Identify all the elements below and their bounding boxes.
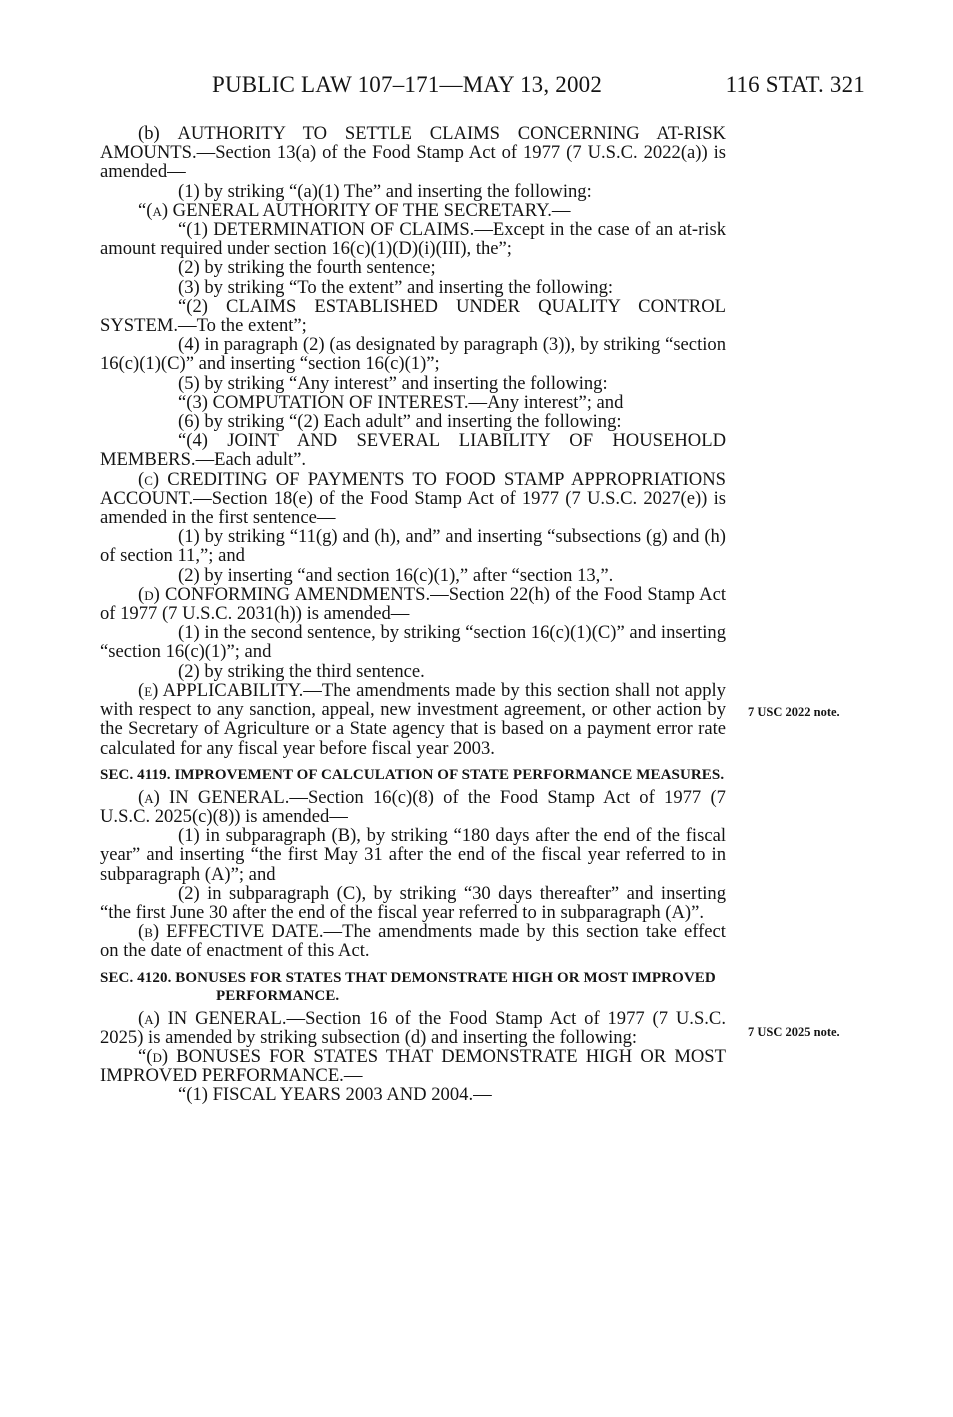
clause-d1: (1) in the second sentence, by striking “section 16(c)(1)(C)” and inserting “section 16(c)(1)”; and <box>100 622 726 663</box>
running-head-title: PUBLIC LAW 107–171—MAY 13, 2002 <box>212 72 603 97</box>
inserted-paragraph-1: “(1) DETERMINATION OF CLAIMS.—Except in the case of an at-risk amount required under section 16(c)(1)(D)(i)(III), the”; <box>100 219 726 260</box>
margin-note-2025: 7 USC 2025 note. <box>748 1025 840 1039</box>
clause-b6: (6) by striking “(2) Each adult” and inserting the following: <box>178 411 622 433</box>
inserted-paragraph-3: “(3) COMPUTATION OF INTEREST.—Any interest”; and <box>178 391 624 413</box>
sec4120-subsection-a: (a) IN GENERAL.—Section 16 of the Food Stamp Act of 1977 (7 U.S.C. 2025) is amended by striking subsection (d) and inserting the following: <box>100 1007 726 1048</box>
subsection-b: (b) AUTHORITY TO SETTLE CLAIMS CONCERNING AT-RISK AMOUNTS.—Section 13(a) of the Food Stamp Act of 1977 (7 U.S.C. 2022(a)) is amended— <box>100 123 726 183</box>
law-text <box>100 124 726 1105</box>
page-header <box>100 72 865 102</box>
clause-c2: (2) by inserting “and section 16(c)(1),” after “section 13,”. <box>178 564 614 586</box>
inserted-paragraph-4: “(4) JOINT AND SEVERAL LIABILITY OF HOUSEHOLD MEMBERS.—Each adult”. <box>100 430 726 471</box>
sec4119-clause-a2: (2) in subparagraph (C), by striking “30 days thereafter” and inserting “the first June 30 after the end of the fiscal year referred to in subparagraph (A)”. <box>100 882 726 923</box>
clause-b2: (2) by striking the fourth sentence; <box>178 257 436 279</box>
inserted-heading-a: “(a) GENERAL AUTHORITY OF THE SECRETARY.— <box>138 199 571 221</box>
section-4120-heading: SEC. 4120. BONUSES FOR STATES THAT DEMONSTRATE HIGH OR MOST IMPROVED PERFORMANCE. <box>100 969 716 1004</box>
clause-b1: (1) by striking “(a)(1) The” and inserting the following: <box>178 180 592 202</box>
sec4119-clause-a1: (1) in subparagraph (B), by striking “180 days after the end of the fiscal year” and inserting “the first May 31 after the end of the fiscal year referred to in subparagraph (A)”; and <box>100 825 726 885</box>
statute-page-number: 116 STAT. 321 <box>725 72 865 97</box>
inserted-paragraph-2: “(2) CLAIMS ESTABLISHED UNDER QUALITY CONTROL SYSTEM.—To the extent”; <box>100 295 726 337</box>
sec4119-subsection-b: (b) EFFECTIVE DATE.—The amendments made by this section take effect on the date of enactment of this Act. <box>100 921 726 962</box>
sec4120-inserted-d1: “(1) FISCAL YEARS 2003 AND 2004.— <box>178 1084 492 1106</box>
clause-b4: (4) in paragraph (2) (as designated by paragraph (3)), by striking “section 16(c)(1)(C)” and inserting “section 16(c)(1)”; <box>100 334 726 375</box>
sec4119-subsection-a: (a) IN GENERAL.—Section 16(c)(8) of the Food Stamp Act of 1977 (7 U.S.C. 2025(c)(8)) is amended— <box>100 786 726 827</box>
subsection-e: (e) APPLICABILITY.—The amendments made by this section shall not apply with respect to any sanction, appeal, new investment agreement, or other action by the Secretary of Agriculture or a State agency that is based on a payment error rate calculated for any fiscal year before fiscal year 2003. <box>100 679 726 759</box>
sec4120-inserted-d: “(d) BONUSES FOR STATES THAT DEMONSTRATE HIGH OR MOST IMPROVED PERFORMANCE.— <box>100 1045 726 1087</box>
clause-c1: (1) by striking “11(g) and (h), and” and inserting “subsections (g) and (h) of section 11,”; and <box>100 526 726 567</box>
clause-b3: (3) by striking “To the extent” and inserting the following: <box>178 276 614 298</box>
clause-b5: (5) by striking “Any interest” and inserting the following: <box>178 372 608 394</box>
subsection-c: (c) CREDITING OF PAYMENTS TO FOOD STAMP APPROPRIATIONS ACCOUNT.—Section 18(e) of the Food Stamp Act of 1977 (7 U.S.C. 2027(e)) is amended in the first sentence— <box>100 468 726 529</box>
margin-note-2022: 7 USC 2022 note. <box>748 705 840 719</box>
subsection-d: (d) CONFORMING AMENDMENTS.—Section 22(h) of the Food Stamp Act of 1977 (7 U.S.C. 2031(h)) is amended— <box>100 583 726 625</box>
section-4119-heading: SEC. 4119. IMPROVEMENT OF CALCULATION OF STATE PERFORMANCE MEASURES. <box>100 766 725 783</box>
clause-d2: (2) by striking the third sentence. <box>178 660 425 682</box>
